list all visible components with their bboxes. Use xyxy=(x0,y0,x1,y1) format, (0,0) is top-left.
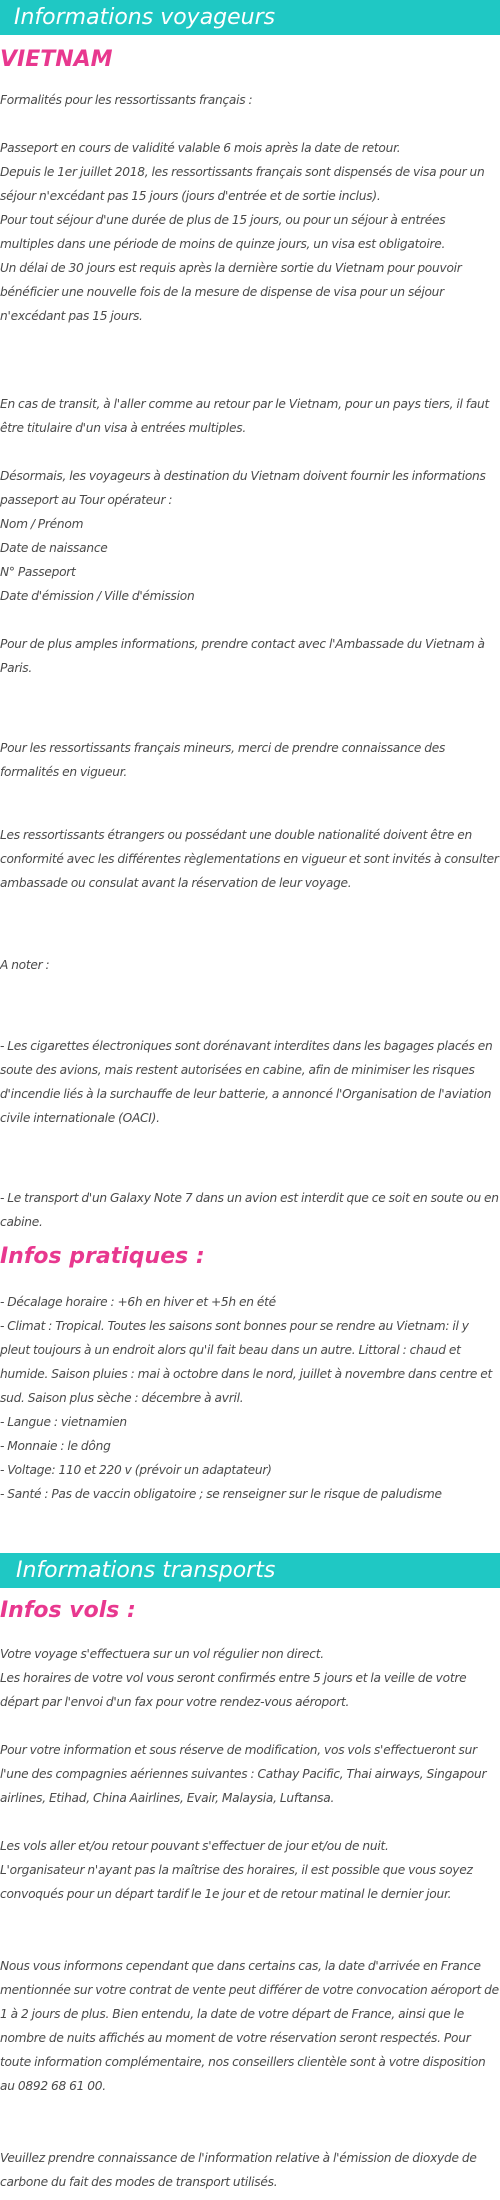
foreigners-paragraph: Les ressortissants étrangers ou possédant une double nationalité doivent être en conformité avec les différentes règlementations en vigueur et sont invités à consulter ambassade ou consulat avant la réservation de leur voyage. xyxy=(0,828,499,890)
section-header-transports xyxy=(0,1553,500,1588)
regular-flight-paragraph: Votre voyage s'effectuera sur un vol régulier non direct. Les horaires de votre vol vous seront confirmés entre 5 jours et la veille de votre départ par l'envoi d'un fax pour votre rendez-vous aéroport. xyxy=(0,1647,467,1709)
practical-info-heading: Infos pratiques : xyxy=(0,1244,205,1269)
ecigarettes-paragraph: - Les cigarettes électroniques sont dorénavant interdites dans les bagages placés en soute des avions, mais restent autorisées en cabine, afin de minimiser les risques d'incendie liés à la surchauffe de leur batterie, a annoncé l'Organisation de l'aviation civile internationale (OACI). xyxy=(0,1039,493,1125)
arrival-date-paragraph: Nous vous informons cependant que dans certains cas, la date d'arrivée en France mentionnée sur votre contrat de vente peut différer de votre convocation aéroport de 1 à 2 jours de plus. Bien entendu, la date de votre départ de France, ainsi que le nombre de nuits affichés au moment de votre réservation seront respectés. Pour toute information complémentaire, nos conseillers clientèle sont à votre disposition au 0892 68 61 00. xyxy=(0,1959,499,2093)
galaxy-note-paragraph: - Le transport d'un Galaxy Note 7 dans un avion est interdit que ce soit en soute ou en cabine. xyxy=(0,1191,499,1229)
passport-info-paragraph: Désormais, les voyageurs à destination du Vietnam doivent fournir les informations passeport au Tour opérateur : Nom / Prénom Date de naissance N° Passeport Date d'émission / Ville d'émission xyxy=(0,469,486,603)
minors-paragraph: Pour les ressortissants français mineurs, merci de prendre connaissance des formalités en vigueur. xyxy=(0,741,446,779)
transit-paragraph: En cas de transit, à l'aller comme au retour par le Vietnam, pour un pays tiers, il faut être titulaire d'un visa à entrées multiples. xyxy=(0,397,490,435)
practical-info-list: - Décalage horaire : +6h en hiver et +5h en été - Climat : Tropical. Toutes les saisons sont bonnes pour se rendre au Vietnam: il y pleut toujours à un endroit alors qu'il fait beau dans un autre. Littoral : chaud et humide. Saison pluies : mai à octobre dans le nord, juillet à novembre dans centre et sud. Saison plus sèche : décembre à avril. - Langue : vietnamien - Monnaie : le dông - Voltage: 110 et 220 v (prévoir un adaptateur) - Santé : Pas de vaccin obligatoire ; se renseigner sur le risque de paludisme xyxy=(0,1295,493,1501)
note-label: A noter : xyxy=(0,958,50,972)
country-heading: VIETNAM xyxy=(0,47,113,72)
co2-paragraph: Veuillez prendre connaissance de l'information relative à l'émission de dioxyde de carbone du fait des modes de transport utilisés. xyxy=(0,2151,477,2189)
section-title: Informations voyageurs xyxy=(14,5,276,30)
flight-info-heading: Infos vols : xyxy=(0,1598,136,1623)
formalites-label: Formalités pour les ressortissants français : xyxy=(0,93,253,107)
night-flights-paragraph: Les vols aller et/ou retour pouvant s'effectuer de jour et/ou de nuit. L'organisateur n'ayant pas la maîtrise des horaires, il est possible que vous soyez convoqués pour un départ tardif le 1e jour et de retour matinal le dernier jour. xyxy=(0,1839,473,1901)
airlines-paragraph: Pour votre information et sous réserve de modification, vos vols s'effectueront sur l'une des compagnies aériennes suivantes : Cathay Pacific, Thai airways, Singapour airlines, Etihad, China Aairlines, Evair, Malaysia, Luftansa. xyxy=(0,1743,487,1805)
section-title: Informations transports xyxy=(16,1558,276,1583)
passport-paragraph: Passeport en cours de validité valable 6 mois après la date de retour. Depuis le 1er juillet 2018, les ressortissants français sont dispensés de visa pour un séjour n'excédant pas 15 jours (jours d'entrée et de sortie inclus). Pour tout séjour d'une durée de plus de 15 jours, ou pour un séjour à entrées multiples dans une période de moins de quinze jours, un visa est obligatoire. Un délai de 30 jours est requis après la dernière sortie du Vietnam pour pouvoir bénéficier une nouvelle fois de la mesure de dispense de visa pour un séjour n'excédant pas 15 jours. xyxy=(0,141,485,323)
section-header-voyageurs xyxy=(0,0,500,35)
embassy-paragraph: Pour de plus amples informations, prendre contact avec l'Ambassade du Vietnam à Paris. xyxy=(0,637,485,675)
